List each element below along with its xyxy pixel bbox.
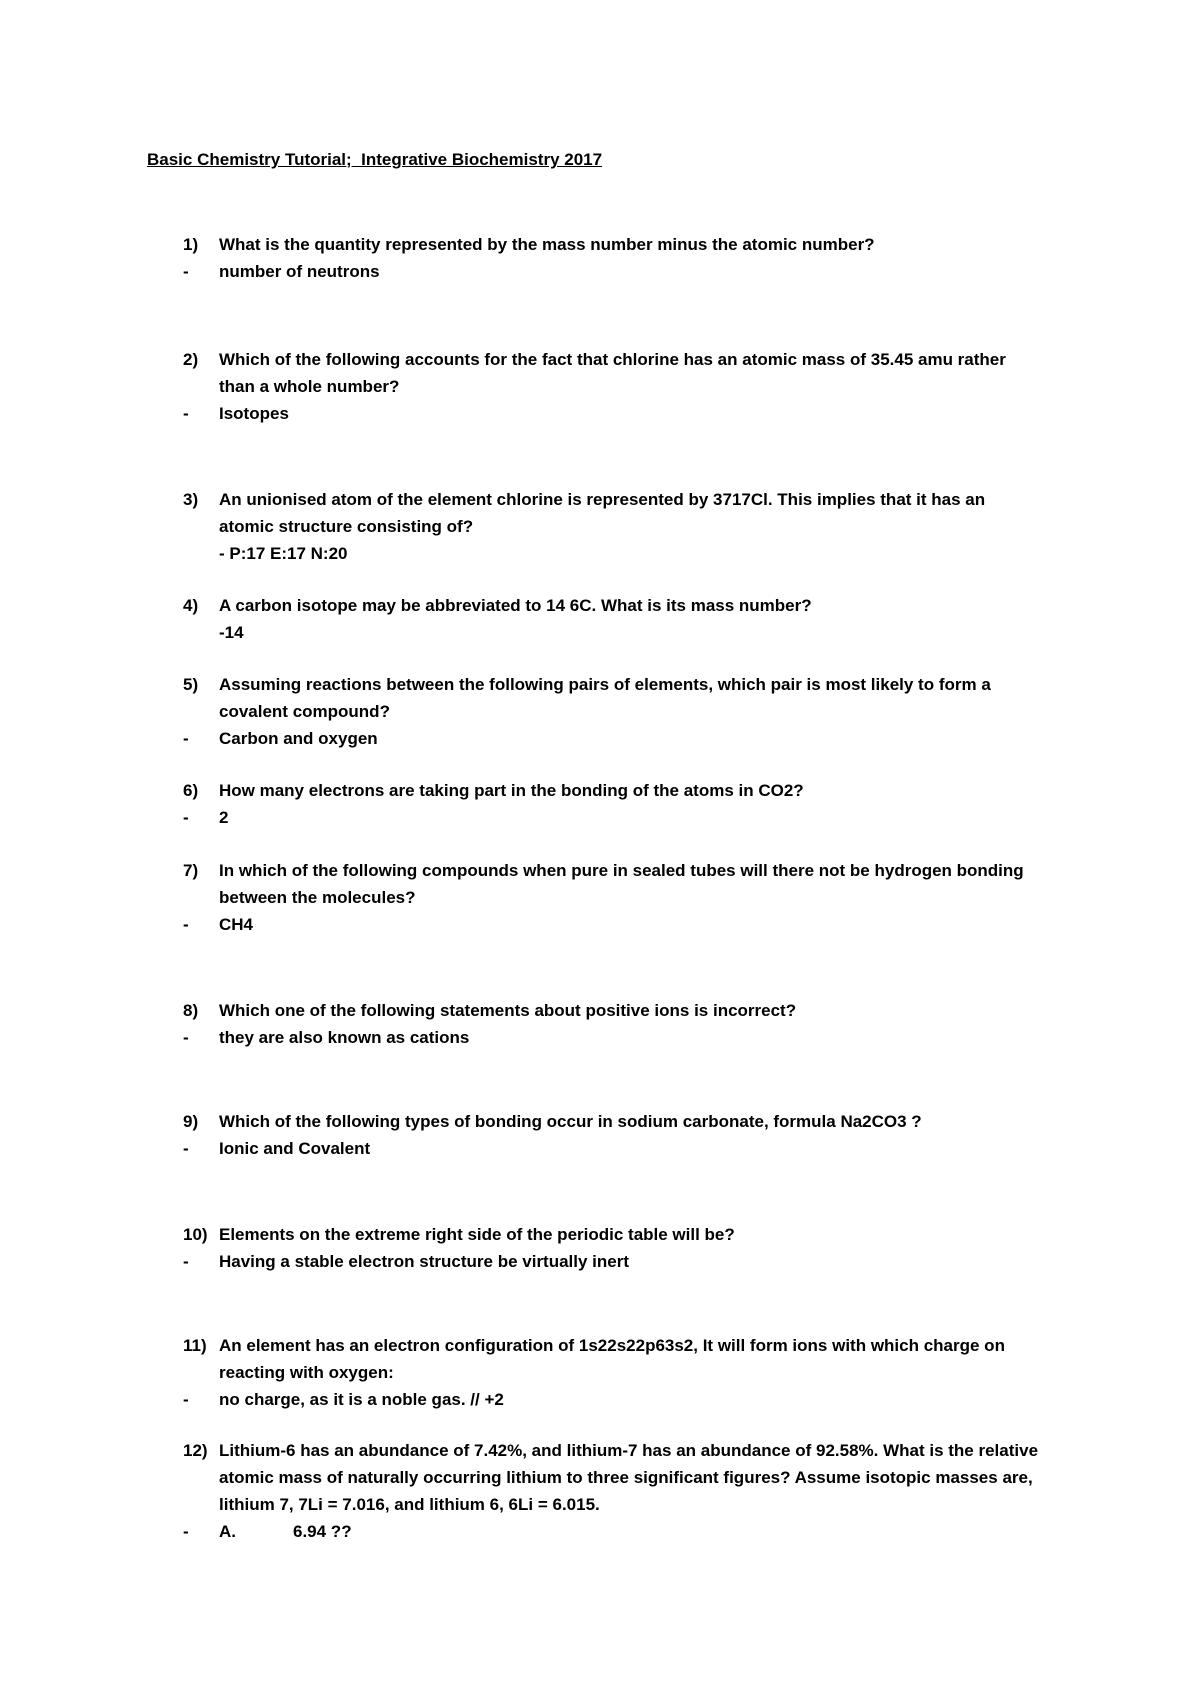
question-6	[0, 777, 1200, 831]
answer-prefix: A.	[219, 1522, 236, 1541]
question-12	[0, 1437, 1200, 1545]
question-number: 9)	[183, 1112, 199, 1131]
question-text: In which of the following compounds when pure in sealed tubes will there not be hydrogen bonding	[219, 861, 1024, 880]
answer-text: Having a stable electron structure be virtually inert	[219, 1252, 630, 1271]
question-text-continued: between the molecules?	[219, 888, 416, 907]
answer-dash: -	[183, 1028, 189, 1047]
question-number: 11)	[183, 1336, 207, 1355]
question-11	[0, 1332, 1200, 1413]
question-text: Elements on the extreme right side of the periodic table will be?	[219, 1225, 735, 1244]
question-text-continued: atomic mass of naturally occurring lithium to three significant figures? Assume isotopic masses are,	[219, 1468, 1033, 1487]
answer-text: - P:17 E:17 N:20	[219, 544, 348, 563]
answer-dash: -	[183, 1139, 189, 1158]
question-text-continued: reacting with oxygen:	[219, 1363, 394, 1382]
question-5	[0, 671, 1200, 752]
question-9	[0, 1108, 1200, 1162]
answer-dash: -	[183, 1252, 189, 1271]
question-text: How many electrons are taking part in the bonding of the atoms in CO2?	[219, 781, 804, 800]
question-8	[0, 997, 1200, 1051]
answer-dash: -	[183, 808, 189, 827]
question-text: Assuming reactions between the following pairs of elements, which pair is most likely to form a	[219, 675, 991, 694]
question-number: 4)	[183, 596, 199, 615]
answer-text: Ionic and Covalent	[219, 1139, 371, 1158]
question-text: What is the quantity represented by the mass number minus the atomic number?	[219, 235, 875, 254]
question-number: 12)	[183, 1441, 208, 1460]
answer-text: no charge, as it is a noble gas. // +2	[219, 1390, 504, 1409]
question-text-continued: lithium 7, 7Li = 7.016, and lithium 6, 6Li = 6.015.	[219, 1495, 600, 1514]
answer-dash: -	[183, 262, 189, 281]
answer-text	[219, 1518, 352, 1545]
question-text: An unionised atom of the element chlorine is represented by 3717Cl. This implies that it has an	[219, 490, 986, 509]
question-number: 6)	[183, 781, 199, 800]
answer-text: -14	[219, 623, 244, 642]
question-text: A carbon isotope may be abbreviated to 14 6C. What is its mass number?	[219, 596, 812, 615]
question-text: Which one of the following statements about positive ions is incorrect?	[219, 1001, 797, 1020]
question-4	[0, 592, 1200, 646]
answer-text: number of neutrons	[219, 262, 380, 281]
answer-text: 2	[219, 808, 229, 827]
answer-dash: -	[183, 729, 189, 748]
answer-text: Isotopes	[219, 404, 289, 423]
document-title: Basic Chemistry Tutorial; Integrative Biochemistry 2017	[147, 150, 603, 169]
answer-text: they are also known as cations	[219, 1028, 470, 1047]
question-text-continued: atomic structure consisting of?	[219, 517, 474, 536]
question-number: 1)	[183, 235, 199, 254]
question-text: Which of the following accounts for the fact that chlorine has an atomic mass of 35.45 amu rather	[219, 350, 1006, 369]
answer-text: Carbon and oxygen	[219, 729, 378, 748]
answer-dash: -	[183, 404, 189, 423]
answer-dash: -	[183, 915, 189, 934]
question-number: 8)	[183, 1001, 199, 1020]
question-2	[0, 346, 1200, 427]
question-1	[0, 231, 1200, 285]
answer-text: CH4	[219, 915, 254, 934]
question-10	[0, 1221, 1200, 1275]
question-7	[0, 857, 1200, 938]
question-text: Lithium-6 has an abundance of 7.42%, and lithium-7 has an abundance of 92.58%. What is the relative	[219, 1441, 1039, 1460]
answer-dash: -	[183, 1522, 189, 1541]
question-text: An element has an electron configuration of 1s22s22p63s2, It will form ions with which charge on	[219, 1336, 1005, 1355]
question-text-continued: covalent compound?	[219, 702, 390, 721]
question-number: 5)	[183, 675, 199, 694]
question-text: Which of the following types of bonding occur in sodium carbonate, formula Na2CO3 ?	[219, 1112, 922, 1131]
question-3	[0, 486, 1200, 567]
question-number: 2)	[183, 350, 199, 369]
answer-dash: -	[183, 1390, 189, 1409]
question-number: 3)	[183, 490, 199, 509]
question-number: 7)	[183, 861, 199, 880]
question-text-continued: than a whole number?	[219, 377, 400, 396]
answer-value: 6.94 ??	[293, 1522, 352, 1541]
question-number: 10)	[183, 1225, 208, 1244]
